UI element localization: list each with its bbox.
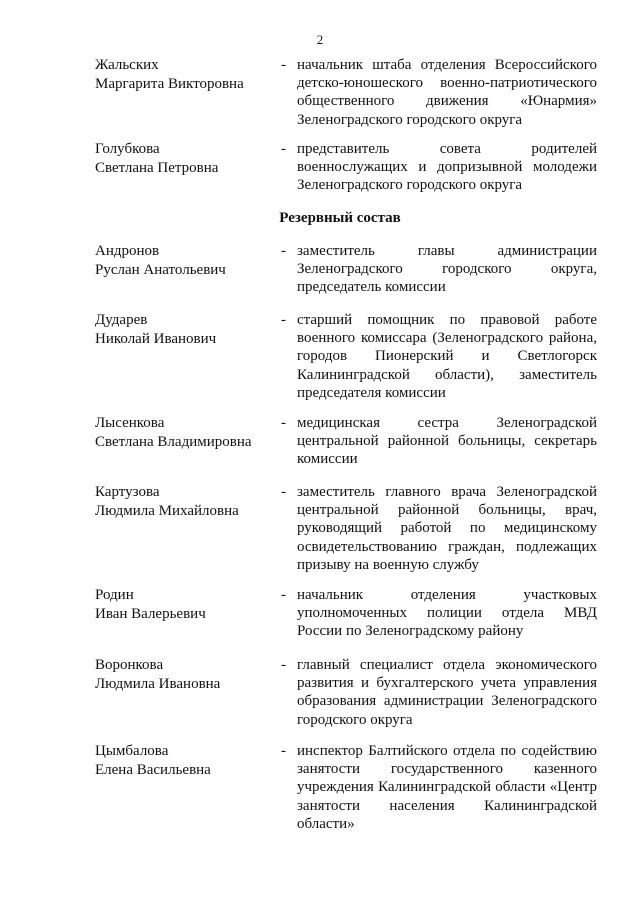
member-name bbox=[95, 414, 275, 452]
member-last-name: Родин bbox=[95, 587, 134, 603]
member-name bbox=[95, 742, 275, 780]
member-last-name: Картузова bbox=[95, 484, 160, 500]
member-first-names: Иван Валерьевич bbox=[95, 606, 206, 622]
member-name bbox=[95, 656, 275, 694]
member-first-names: Елена Васильевна bbox=[95, 762, 211, 778]
section-heading: Резервный состав bbox=[279, 210, 401, 226]
member-last-name: Жальских bbox=[95, 57, 159, 73]
member-first-names: Светлана Владимировна bbox=[95, 434, 252, 450]
member-last-name: Цымбалова bbox=[95, 743, 169, 759]
dash: - bbox=[281, 312, 286, 328]
member-role: заместитель главы администрации Зеленоградского городского округа, председатель комиссии bbox=[297, 243, 597, 296]
member-role: начальник штаба отделения Всероссийского детско-юношеского военно-патриотического общественного движения «Юнармия» Зеленоградского городского округа bbox=[297, 57, 597, 128]
member-role: начальник отделения участковых уполномоченных полиции отдела МВД России по Зеленоградскому району bbox=[297, 587, 597, 640]
member-role: представитель совета родителей военнослужащих и допризывной молодежи Зеленоградского городского округа bbox=[297, 141, 597, 194]
member-role: главный специалист отдела экономического развития и бухгалтерского учета управления образования администрации Зеленоградского городского округа bbox=[297, 657, 597, 728]
member-last-name: Голубкова bbox=[95, 141, 160, 157]
member-last-name: Андронов bbox=[95, 243, 160, 259]
dash: - bbox=[281, 587, 286, 603]
member-first-names: Людмила Ивановна bbox=[95, 676, 221, 692]
member-name bbox=[95, 56, 275, 94]
member-role: инспектор Балтийского отдела по содействию занятости государственного казенного учреждения Калининградской области «Центр занятости населения Калининградской области» bbox=[297, 743, 597, 832]
dash: - bbox=[281, 57, 286, 73]
member-last-name: Лысенкова bbox=[95, 415, 165, 431]
dash: - bbox=[281, 657, 286, 673]
member-first-names: Людмила Михайловна bbox=[95, 503, 239, 519]
member-name bbox=[95, 311, 275, 349]
member-last-name: Дударев bbox=[95, 312, 148, 328]
member-first-names: Руслан Анатольевич bbox=[95, 262, 226, 278]
member-role: старший помощник по правовой работе военного комиссара (Зеленоградского района, городов Пионерский и Светлогорск Калининградской области), заместитель председателя комиссии bbox=[297, 312, 597, 401]
member-role: медицинская сестра Зеленоградской центральной районной больницы, секретарь комиссии bbox=[297, 415, 597, 468]
member-role: заместитель главного врача Зеленоградской центральной районной больницы, врач, руководящий работой по медицинскому освидетельствованию граждан, подлежащих призыву на военную службу bbox=[297, 484, 597, 573]
page-number: 2 bbox=[316, 32, 324, 47]
member-first-names: Николай Иванович bbox=[95, 331, 217, 347]
dash: - bbox=[281, 743, 286, 759]
dash: - bbox=[281, 243, 286, 259]
dash: - bbox=[281, 141, 286, 157]
member-last-name: Воронкова bbox=[95, 657, 164, 673]
member-first-names: Маргарита Викторовна bbox=[95, 76, 244, 92]
member-name bbox=[95, 586, 275, 624]
member-first-names: Светлана Петровна bbox=[95, 160, 219, 176]
member-name bbox=[95, 140, 275, 178]
dash: - bbox=[281, 484, 286, 500]
dash: - bbox=[281, 415, 286, 431]
member-name bbox=[95, 242, 275, 280]
member-name bbox=[95, 483, 275, 521]
